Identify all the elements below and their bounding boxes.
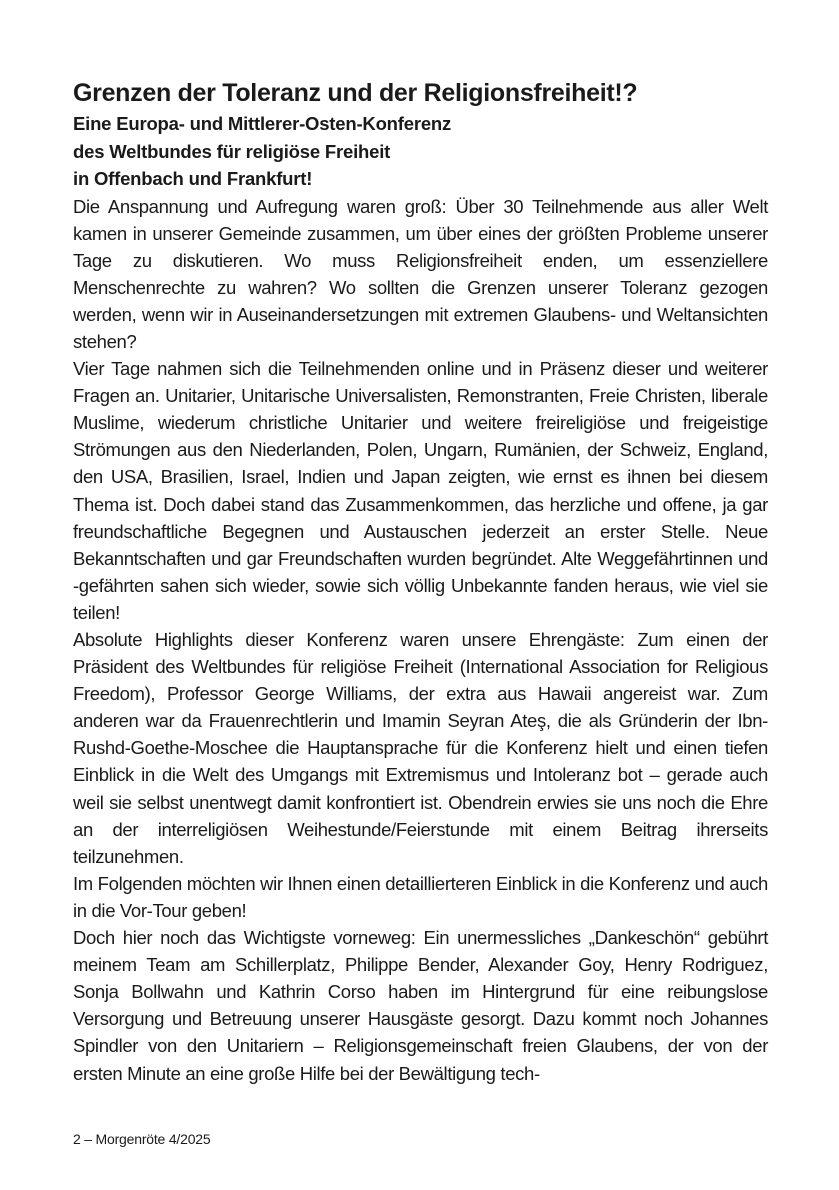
paragraph-thanks: Doch hier noch das Wichtigste vorneweg: Ein unermessliches „Dankeschön“ gebührt meinem Team am Schillerplatz, Philippe Bender, Alexander Goy, Henry Rodriguez, Sonja Bollwahn und Kathrin Corso haben im Hintergrund für eine reibungslose Versorgung und Betreuung unserer Hausgäste gesorgt. Dazu kommt noch Johannes Spindler von den Unitariern – Religionsgemeinschaft freien Glaubens, der von der ersten Minute an eine große Hilfe bei der Bewältigung tech- — [73, 927, 768, 1084]
paragraph-intro: Die Anspannung und Aufregung waren groß: Über 30 Teilnehmende aus aller Welt kamen in unserer Gemeinde zusammen, um über eines der größten Probleme unserer Tage zu diskutieren. Wo muss Religionsfreiheit enden, um essenziellere Menschenrechte zu wahren? Wo sollten die Grenzen unserer Toleranz gezogen werden, wenn wir in Auseinandersetzungen mit extremen Glaubens- und Weltansichten stehen? — [73, 195, 768, 352]
paragraph-outlook: Im Folgenden möchten wir Ihnen einen detaillierteren Einblick in die Konferenz und auch in die Vor-Tour geben! — [73, 872, 768, 921]
article-title: Grenzen der Toleranz und der Religionsfreiheit!? — [73, 79, 638, 107]
article-subtitle-line-1: Eine Europa- und Mittlerer-Osten-Konferenz — [73, 113, 452, 134]
paragraph-participants: Vier Tage nahmen sich die Teilnehmenden online und in Präsenz dieser und weiterer Fragen an. Unitarier, Unitarische Universalisten, Remonstranten, Freie Christen, liberale Muslime, wiederum christliche Unitarier und weitere freireligiöse und freigeistige Strömungen aus den Niederlanden, Polen, Ungarn, Rumänien, der Schweiz, England, den USA, Brasilien, Israel, Indien und Japan zeigten, wie ernst es ihnen bei diesem Thema ist. Doch dabei stand das Zusammenkommen, das herzliche und offene, ja gar freundschaftliche Begegnen und Austauschen jederzeit an erster Stelle. Neue Bekanntschaften und gar Freundschaften wurden begründet. Alte Weggefährtinnen und -gefährten sahen sich wieder, sowie sich völlig Unbekannte fanden heraus, wie viel sie teilen! — [73, 358, 768, 623]
article-subtitle-line-3: in Offenbach und Frankfurt! — [73, 168, 313, 189]
page-footer: 2 – Morgenröte 4/2025 — [73, 1131, 211, 1147]
article-subtitle-line-2: des Weltbundes für religiöse Freiheit — [73, 140, 391, 162]
article-body — [73, 193, 768, 1087]
article — [73, 76, 768, 1087]
paragraph-highlights: Absolute Highlights dieser Konferenz waren unsere Ehrengäste: Zum einen der Präsident des Weltbundes für religiöse Freiheit (International Association for Religious Freedom), Professor George Williams, der extra aus Hawaii angereist war. Zum anderen war da Frauenrechtlerin und Imamin Seyran Ateş, die als Gründerin der Ibn-Rushd-Goethe-Moschee die Hauptansprache für die Konferenz hielt und einen tiefen Einblick in die Welt des Umgangs mit Extremismus und Intoleranz bot – gerade auch weil sie selbst unentwegt damit konfrontiert ist. Obendrein erwies sie uns noch die Ehre an der interreligiösen Weihestunde/Feierstunde mit einem Beitrag ihrerseits teilzunehmen. — [73, 629, 768, 867]
